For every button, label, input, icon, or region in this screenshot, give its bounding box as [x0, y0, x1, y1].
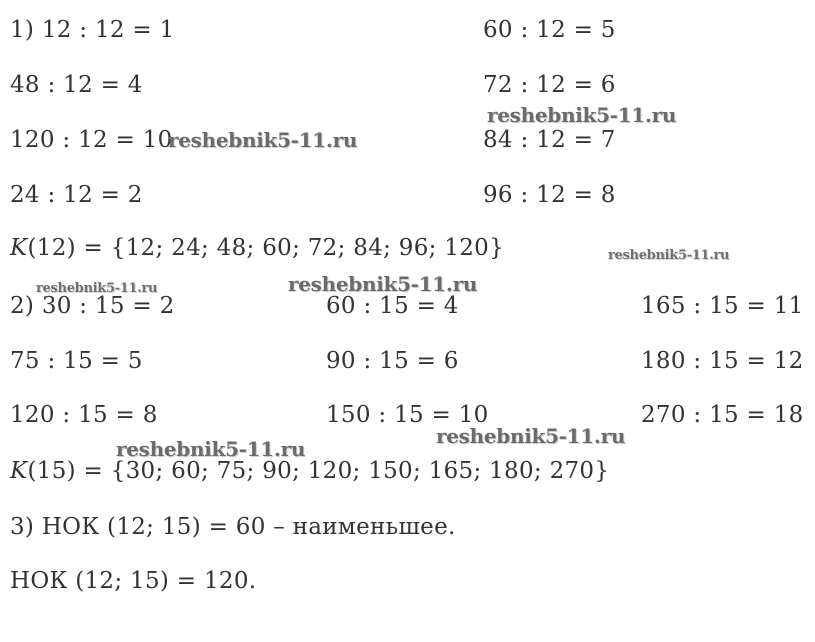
lcm-line-1: 3) НОК (12; 15) = 60 – наименьшее.	[10, 514, 456, 540]
watermark: reshebnik5-11.ru	[608, 248, 730, 263]
watermark: reshebnik5-11.ru	[36, 281, 158, 296]
eq-2-col1-1: 2) 30 : 15 = 2	[10, 293, 175, 319]
multiples-set-12	[10, 234, 504, 262]
eq-2-col2-2: 90 : 15 = 6	[326, 348, 459, 374]
set-values: (12) = {12; 24; 48; 60; 72; 84; 96; 120}	[27, 235, 505, 261]
lcm-line-2: НОК (12; 15) = 120.	[10, 568, 257, 594]
eq-2-col2-1: 60 : 15 = 4	[326, 293, 459, 319]
eq-1-left-3: 120 : 12 = 10	[10, 127, 173, 153]
eq-1-right-1: 60 : 12 = 5	[483, 17, 616, 43]
eq-2-col3-3: 270 : 15 = 18	[641, 402, 804, 428]
watermark: reshebnik5-11.ru	[436, 424, 626, 448]
eq-1-left-2: 48 : 12 = 4	[10, 72, 143, 98]
eq-1-right-4: 96 : 12 = 8	[483, 182, 616, 208]
multiples-set-15	[10, 457, 609, 485]
eq-2-col3-1: 165 : 15 = 11	[641, 293, 804, 319]
eq-2-col2-3: 150 : 15 = 10	[326, 402, 489, 428]
watermark: reshebnik5-11.ru	[168, 128, 358, 152]
watermark: reshebnik5-11.ru	[288, 272, 478, 296]
eq-2-col1-3: 120 : 15 = 8	[10, 402, 158, 428]
watermark: reshebnik5-11.ru	[116, 437, 306, 461]
watermark: reshebnik5-11.ru	[487, 103, 677, 127]
eq-1-right-3: 84 : 12 = 7	[483, 127, 616, 153]
set-symbol: K	[10, 235, 28, 261]
eq-2-col3-2: 180 : 15 = 12	[641, 348, 804, 374]
eq-2-col1-2: 75 : 15 = 5	[10, 348, 143, 374]
set-values: (15) = {30; 60; 75; 90; 120; 150; 165; 180; 270}	[27, 458, 610, 484]
set-symbol: K	[10, 458, 28, 484]
eq-1-left-1: 1) 12 : 12 = 1	[10, 17, 175, 43]
eq-1-left-4: 24 : 12 = 2	[10, 182, 143, 208]
eq-1-right-2: 72 : 12 = 6	[483, 72, 616, 98]
